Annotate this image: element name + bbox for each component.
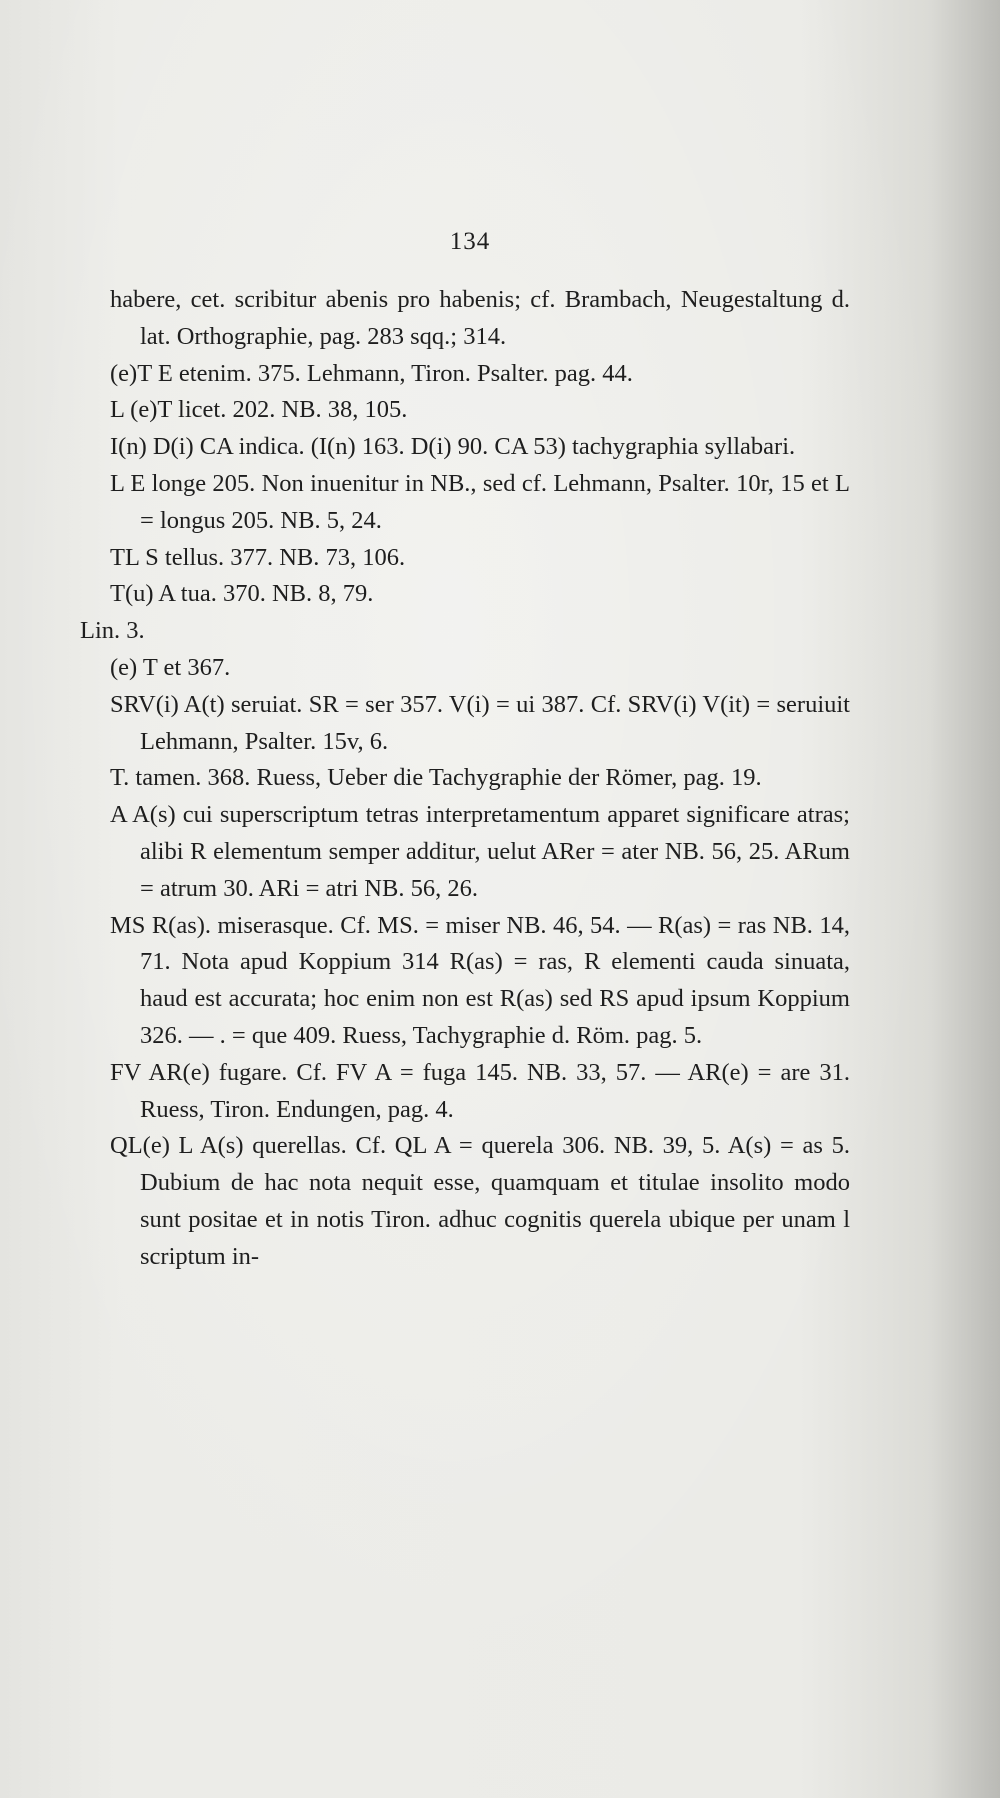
entry-licet: L (e)T licet. 202. NB. 38, 105. bbox=[110, 396, 408, 424]
gutter-shadow bbox=[930, 0, 1000, 1798]
entry-tua: T(u) A tua. 370. NB. 8, 79. bbox=[110, 580, 374, 608]
entry-fugare: FV AR(e) fugare. Cf. FV A = fuga 145. NB. 33, 57. — AR(e) = are 31. Ruess, Tiron. Endungen, pag. 4. bbox=[110, 1058, 850, 1123]
entry-et: (e) T et 367. bbox=[110, 653, 231, 681]
entry-etenim: (e)T E etenim. 375. Lehmann, Tiron. Psalter. pag. 44. bbox=[110, 359, 633, 387]
entry-atras: A A(s) cui superscriptum tetras interpretamentum apparet significare atras; alibi R elementum semper additur, uelut ARer = ater NB. 56, 25. ARum = atrum 30. ARi = atri NB. 56, 26. bbox=[110, 801, 850, 902]
line-heading: Lin. 3. bbox=[80, 617, 145, 645]
text-body bbox=[80, 282, 850, 1276]
entry-tamen: T. tamen. 368. Ruess, Ueber die Tachygraphie der Römer, pag. 19. bbox=[110, 764, 762, 792]
entry-indica: I(n) D(i) CA indica. (I(n) 163. D(i) 90. CA 53) tachygraphia syllabari. bbox=[110, 433, 796, 461]
entry-seruiat: SRV(i) A(t) seruiat. SR = ser 357. V(i) = ui 387. Cf. SRV(i) V(it) = seruiuit Lehmann, Psalter. 15v, 6. bbox=[110, 690, 850, 755]
entry-miserasque: MS R(as). miserasque. Cf. MS. = miser NB. 46, 54. — R(as) = ras NB. 14, 71. Nota apud Koppium 314 R(as) = ras, R elementi cauda sinuata, haud est accurata; hoc enim non est R(as) sed RS apud ipsum Koppium 326. — . = que 409. Ruess, Tachygraphie d. Röm. pag. 5. bbox=[110, 911, 850, 1049]
entry-habere: habere, cet. scribitur abenis pro habenis; cf. Brambach, Neugestaltung d. lat. Orthographie, pag. 283 sqq.; 314. bbox=[110, 286, 850, 350]
entry-tellus: TL S tellus. 377. NB. 73, 106. bbox=[110, 543, 406, 571]
entry-querellas: QL(e) L A(s) querellas. Cf. QL A = querela 306. NB. 39, 5. A(s) = as 5. Dubium de hac nota nequit esse, quamquam et titulae insolito modo sunt positae et in notis Tiron. adhuc cognitis querela ubique per unam l scriptum in- bbox=[110, 1132, 850, 1270]
page-number: 134 bbox=[449, 228, 491, 255]
entry-longe: L E longe 205. Non inuenitur in NB., sed cf. Lehmann, Psalter. 10r, 15 et L = longus 205. NB. 5, 24. bbox=[110, 469, 850, 534]
